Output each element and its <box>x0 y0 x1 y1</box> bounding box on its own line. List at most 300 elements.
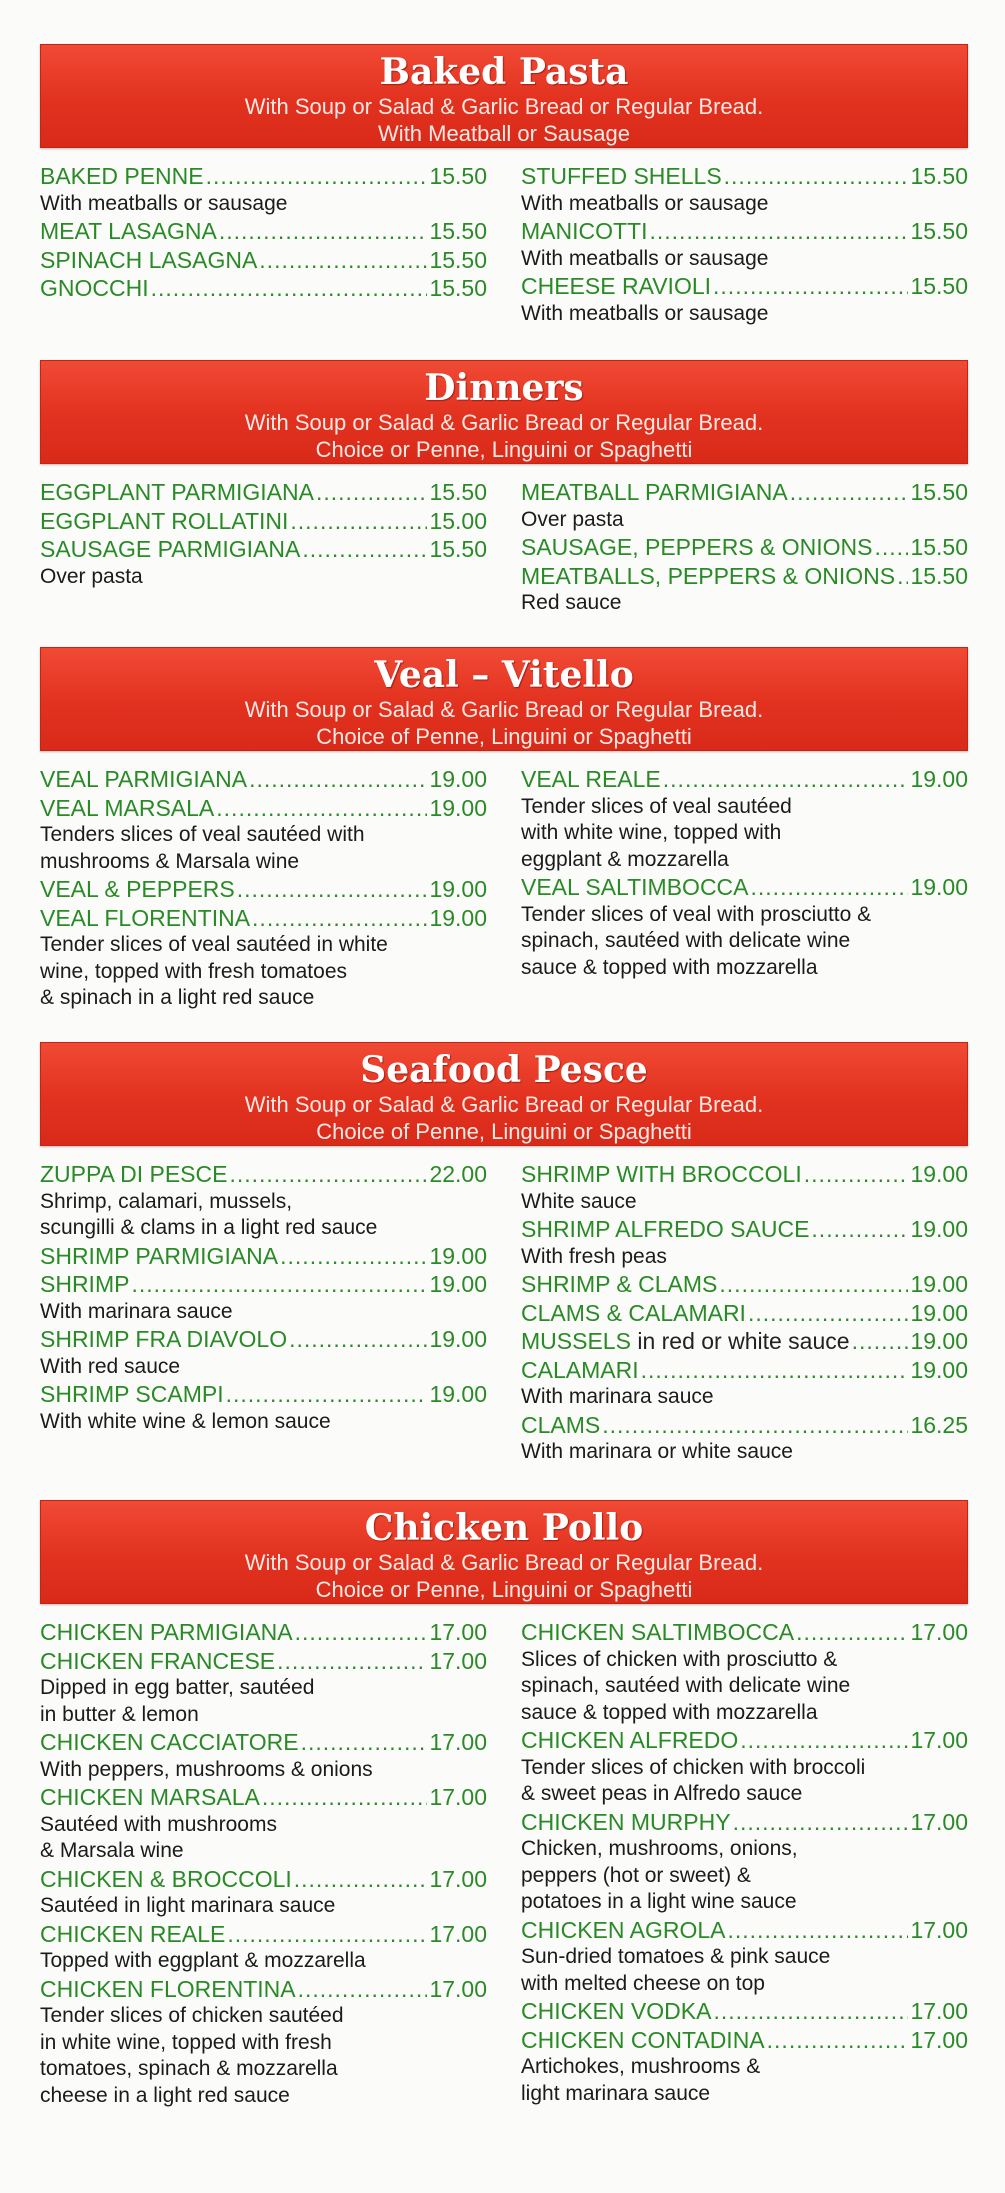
menu-item-price: 15.50 <box>910 218 968 244</box>
dot-leader <box>875 533 909 562</box>
menu-item-description: Tenders slices of veal sautéed with <box>40 823 365 846</box>
menu-item-name <box>521 1618 794 1647</box>
section-subtitle: With Soup or Salad & Garlic Bread or Regular Bread. <box>244 1550 764 1575</box>
menu-item-row <box>40 1975 487 2004</box>
section-title: Seafood Pesce <box>360 1049 648 1091</box>
menu-column-right <box>521 478 968 617</box>
menu-item <box>40 1618 487 1647</box>
dot-leader <box>641 1356 909 1385</box>
section-subtitle: Choice of Penne, Linguini or Spaghetti <box>316 1119 692 1144</box>
section-chicken <box>40 1500 968 2109</box>
menu-item <box>40 1920 487 1975</box>
menu-item-name <box>40 535 300 564</box>
menu-columns <box>40 1160 968 1466</box>
menu-item-description: With meatballs or sausage <box>521 301 769 325</box>
dot-leader <box>262 1783 428 1812</box>
menu-item-title: CHICKEN CONTADINA <box>521 2026 765 2053</box>
menu-item-row <box>521 1618 968 1647</box>
dot-leader <box>804 1160 909 1189</box>
menu-item-title: SAUSAGE, PEPPERS & ONIONS <box>521 534 873 560</box>
dot-leader <box>259 246 427 275</box>
dot-leader <box>249 765 427 794</box>
dot-leader <box>713 272 908 301</box>
menu-item-description: Slices of chicken with prosciutto & <box>521 1647 838 1671</box>
menu-item-row <box>40 535 487 564</box>
dot-leader <box>602 1411 908 1440</box>
menu-item-description: With meatballs or sausage <box>521 246 769 270</box>
menu-item-title: MUSSELS <box>521 1328 631 1354</box>
dot-leader <box>748 1299 908 1328</box>
section-subtitle: Choice or Penne, Linguini or Spaghetti <box>315 437 693 462</box>
menu-item-name <box>521 765 661 794</box>
menu-item-price: 15.00 <box>429 507 487 534</box>
menu-column-left <box>40 1160 487 1466</box>
section-subtitle: With Soup or Salad & Garlic Bread or Regular Bread. <box>244 697 764 722</box>
menu-item-row <box>40 1160 487 1189</box>
menu-item-description: eggplant & mozzarella <box>521 847 729 871</box>
menu-item-name <box>40 1783 260 1812</box>
menu-item-title: SHRIMP ALFREDO SAUCE <box>521 1216 810 1242</box>
menu-item-price: 19.00 <box>429 904 487 931</box>
menu-item-row <box>40 1783 487 1812</box>
dot-leader <box>277 1647 427 1676</box>
menu-column-left <box>40 1618 487 2109</box>
menu-item-description: mushrooms & Marsala wine <box>40 849 300 873</box>
menu-item-price: 17.00 <box>429 1975 487 2002</box>
menu-item-title: ZUPPA DI PESCE <box>40 1161 228 1187</box>
menu-item-title: CALAMARI <box>521 1356 639 1383</box>
menu-column-right <box>521 162 968 327</box>
menu-item-description: wine, topped with fresh tomatoes <box>40 959 348 983</box>
dot-leader <box>302 535 427 564</box>
menu-item-description: Tender slices of veal sautéed <box>521 794 792 818</box>
menu-item-name <box>40 478 314 507</box>
menu-item-row <box>521 478 968 507</box>
menu-item <box>521 1916 968 1998</box>
dot-leader <box>227 1920 427 1949</box>
dot-leader <box>301 1728 428 1757</box>
menu-item <box>40 1728 487 1783</box>
section-subtitle: Choice or Penne, Linguini or Spaghetti <box>315 1577 693 1602</box>
menu-item-row <box>521 1411 968 1440</box>
menu-item-title: CHICKEN SALTIMBOCCA <box>521 1619 795 1645</box>
menu-item-price: 17.00 <box>429 1647 487 1674</box>
menu-columns <box>40 478 968 617</box>
menu-item-price: 19.00 <box>910 1356 968 1383</box>
dot-leader <box>767 2026 909 2055</box>
section-subtitle: With Soup or Salad & Garlic Bread or Regular Bread. <box>244 1092 764 1117</box>
menu-item-title: CHICKEN FRANCESE <box>40 1647 276 1674</box>
menu-item-price: 19.00 <box>429 876 487 902</box>
menu-columns <box>40 765 968 1012</box>
menu-item-title: VEAL & PEPPERS <box>40 876 235 902</box>
menu-item-title: MEATBALL PARMIGIANA <box>521 479 788 505</box>
menu-item-description: Dipped in egg batter, sautéed <box>40 1676 315 1699</box>
menu-item <box>521 1808 968 1916</box>
menu-item-name <box>40 1865 292 1894</box>
menu-item-description: & Marsala wine <box>40 1839 184 1862</box>
menu-item-price: 15.50 <box>429 536 487 562</box>
dot-leader <box>237 875 428 904</box>
dot-leader <box>796 1618 908 1647</box>
menu-item <box>40 1647 487 1729</box>
section-title: Chicken Pollo <box>364 1507 644 1549</box>
menu-item-description: Tender slices of veal sautéed in white <box>40 933 388 956</box>
menu-item <box>521 562 968 617</box>
menu-item <box>521 272 968 327</box>
menu-item-description: Chicken, mushrooms, onions, <box>521 1837 798 1860</box>
menu-item-row <box>40 1618 487 1647</box>
menu-item-description: With fresh peas <box>521 1244 667 1268</box>
menu-column-left <box>40 478 487 617</box>
menu-item-name <box>521 1356 639 1385</box>
section-subtitle: With Soup or Salad & Garlic Bread or Regular Bread. <box>244 94 764 119</box>
menu-item-title: CHICKEN CACCIATORE <box>40 1729 299 1755</box>
menu-item <box>40 274 487 303</box>
menu-item <box>40 794 487 876</box>
section-title: Dinners <box>424 367 584 409</box>
menu-item-price: 17.00 <box>910 1808 968 1835</box>
menu-item <box>521 1726 968 1808</box>
menu-item-note: in red or white sauce <box>630 1328 850 1354</box>
menu-item-name <box>40 1728 299 1757</box>
dot-leader <box>650 217 909 246</box>
dot-leader <box>713 1997 908 2026</box>
menu-item-description: Shrimp, calamari, mussels, <box>40 1189 293 1213</box>
menu-item-description: peppers (hot or sweet) & <box>521 1863 751 1887</box>
menu-item-price: 19.00 <box>910 1216 968 1242</box>
menu-item-name <box>521 2026 765 2055</box>
menu-item-description: sauce & topped with mozzarella <box>521 955 818 979</box>
dot-leader <box>290 507 427 536</box>
menu-item-name <box>521 562 895 591</box>
menu-item-title: SAUSAGE PARMIGIANA <box>40 536 301 562</box>
menu-item <box>40 1865 487 1920</box>
menu-item-row <box>521 1215 968 1244</box>
dot-leader <box>229 1160 427 1189</box>
menu-item-name <box>521 272 711 301</box>
dot-leader <box>289 1325 427 1354</box>
menu-item-row <box>521 1356 968 1385</box>
menu-item-price: 17.00 <box>429 1920 487 1947</box>
section-subtitle: With Soup or Salad & Garlic Bread or Regular Bread. <box>244 410 764 435</box>
menu-item <box>521 1411 968 1466</box>
menu-item-title: EGGPLANT ROLLATINI <box>40 507 289 534</box>
dot-leader <box>751 873 909 902</box>
dot-leader <box>316 478 428 507</box>
menu-item <box>521 765 968 873</box>
section-title: Baked Pasta <box>379 51 629 93</box>
menu-item-row <box>521 765 968 794</box>
menu-item-name <box>40 1270 129 1299</box>
menu-item-price: 15.50 <box>429 275 487 301</box>
menu-item-price: 15.50 <box>910 534 968 560</box>
menu-item <box>40 1975 487 2110</box>
menu-item-description: Sun-dried tomatoes & pink sauce <box>521 1945 831 1968</box>
menu-item <box>40 904 487 1012</box>
menu-item <box>521 2026 968 2108</box>
menu-item-description: Over pasta <box>40 564 143 588</box>
menu-item <box>40 478 487 507</box>
dot-leader <box>728 1916 909 1945</box>
menu-item-name <box>521 217 648 246</box>
menu-item-price: 15.50 <box>910 479 968 505</box>
dot-leader <box>790 478 909 507</box>
menu-item <box>40 1325 487 1380</box>
menu-item-price: 15.50 <box>429 479 487 505</box>
menu-item-price: 19.00 <box>910 1271 968 1297</box>
menu-item-row <box>521 1808 968 1837</box>
menu-item-row <box>40 1325 487 1354</box>
dot-leader <box>852 1327 909 1356</box>
menu-item-title: MEAT LASAGNA <box>40 218 217 244</box>
menu-item-row <box>521 533 968 562</box>
dot-leader <box>811 1215 908 1244</box>
section-seafood <box>40 1042 968 1466</box>
menu-item <box>40 765 487 794</box>
menu-item-description: Tender slices of veal with prosciutto & <box>521 902 872 926</box>
menu-item-price: 15.50 <box>429 246 487 273</box>
menu-item-description: With meatballs or sausage <box>521 191 769 215</box>
dot-leader <box>131 1270 427 1299</box>
menu-item-description: in butter & lemon <box>40 1702 199 1726</box>
menu-item-title: CHICKEN & BROCCOLI <box>40 1865 292 1892</box>
menu-item-name <box>40 794 214 823</box>
section-dinners <box>40 360 968 617</box>
menu-item <box>40 217 487 246</box>
menu-item <box>40 1270 487 1325</box>
menu-item <box>521 1215 968 1270</box>
menu-item-name <box>521 162 722 191</box>
menu-item <box>521 1327 968 1356</box>
menu-item-title: VEAL MARSALA <box>40 794 215 821</box>
dot-leader <box>897 562 908 591</box>
menu-item-title: MANICOTTI <box>521 218 648 244</box>
menu-item-name <box>40 162 204 191</box>
menu-item-name <box>521 1808 731 1837</box>
menu-item-description: scungilli & clams in a light red sauce <box>40 1216 378 1239</box>
menu-item-name <box>40 274 149 303</box>
menu-item-name <box>40 1647 275 1676</box>
menu-item-title: CHICKEN REALE <box>40 1920 226 1947</box>
menu-item-title: SHRIMP PARMIGIANA <box>40 1242 279 1269</box>
menu-item-price: 22.00 <box>429 1161 487 1187</box>
menu-item-description: With marinara sauce <box>40 1299 233 1323</box>
menu-item-description: With white wine & lemon sauce <box>40 1409 331 1433</box>
menu-item-name <box>40 875 235 904</box>
dot-leader <box>719 1270 908 1299</box>
menu-item-name <box>40 1618 293 1647</box>
menu-item-price: 19.00 <box>910 1161 968 1187</box>
menu-item-row <box>521 1270 968 1299</box>
menu-item-name <box>521 873 749 902</box>
dot-leader <box>740 1726 908 1755</box>
menu-item-row <box>521 1299 968 1328</box>
menu-item-description: tomatoes, spinach & mozzarella <box>40 2057 338 2080</box>
dot-leader <box>219 217 428 246</box>
dot-leader <box>724 162 909 191</box>
menu-item <box>521 1270 968 1299</box>
menu-item-title: VEAL PARMIGIANA <box>40 766 248 792</box>
menu-item-description: Over pasta <box>521 507 624 531</box>
menu-item-title: VEAL FLORENTINA <box>40 904 251 931</box>
section-banner <box>40 360 968 464</box>
menu-item-price: 19.00 <box>910 1299 968 1326</box>
menu-item-title: VEAL SALTIMBOCCA <box>521 874 749 900</box>
menu-item-row <box>40 1270 487 1299</box>
menu-item <box>40 162 487 217</box>
menu-item-name <box>40 1380 224 1409</box>
menu-item <box>521 873 968 981</box>
menu-item-name <box>521 1160 802 1189</box>
menu-item-row <box>521 217 968 246</box>
menu-item-description: light marinara sauce <box>521 2081 711 2105</box>
menu-column-left <box>40 162 487 327</box>
menu-item-description: with melted cheese on top <box>521 1971 765 1995</box>
menu-item-description: & spinach in a light red sauce <box>40 986 315 1009</box>
menu-item-price: 17.00 <box>910 1916 968 1943</box>
menu-item <box>521 217 968 272</box>
menu-item <box>40 1160 487 1242</box>
menu-item-title: SHRIMP <box>40 1271 130 1297</box>
menu-item-price: 16.25 <box>910 1411 968 1438</box>
menu-item-row <box>40 765 487 794</box>
menu-item-name <box>521 1726 738 1755</box>
menu-item-price: 19.00 <box>429 1271 487 1297</box>
menu-item-name <box>40 507 288 536</box>
menu-item-price: 17.00 <box>429 1784 487 1810</box>
menu-item-price: 17.00 <box>910 1998 968 2024</box>
menu-item-description: With meatballs or sausage <box>40 191 288 215</box>
dot-leader <box>206 162 428 191</box>
menu-item-price: 19.00 <box>910 874 968 900</box>
menu-item <box>40 535 487 590</box>
menu-item <box>521 533 968 562</box>
menu-item-description: cheese in a light red sauce <box>40 2083 290 2107</box>
menu-item-price: 17.00 <box>429 1729 487 1755</box>
menu-item-row <box>521 162 968 191</box>
section-banner <box>40 1042 968 1146</box>
menu-item-row <box>521 2026 968 2055</box>
menu-item-name <box>40 765 247 794</box>
menu-column-right <box>521 1618 968 2109</box>
menu-item-name <box>40 904 250 933</box>
menu-item-name <box>40 217 217 246</box>
menu-item-title: SPINACH LASAGNA <box>40 246 258 273</box>
menu-item-title: GNOCCHI <box>40 275 149 301</box>
dot-leader <box>252 904 427 933</box>
menu-item-description: Red sauce <box>521 591 622 614</box>
menu-item-name <box>521 1215 809 1244</box>
menu-columns <box>40 162 968 327</box>
menu-item-title: SHRIMP FRA DIAVOLO <box>40 1326 288 1352</box>
menu-item-row <box>521 272 968 301</box>
menu-item <box>521 1997 968 2026</box>
menu-item-title: SHRIMP SCAMPI <box>40 1381 224 1407</box>
menu-item-title: CHICKEN FLORENTINA <box>40 1975 296 2002</box>
menu-column-right <box>521 765 968 1012</box>
menu-item-description: Tender slices of chicken sautéed <box>40 2004 344 2027</box>
menu-item <box>521 478 968 533</box>
menu-item-row <box>40 217 487 246</box>
menu-item <box>40 875 487 904</box>
menu-item-description: spinach, sautéed with delicate wine <box>521 929 851 952</box>
menu-item-title: EGGPLANT PARMIGIANA <box>40 479 314 505</box>
menu-item-name <box>40 246 257 275</box>
menu-item-price: 17.00 <box>910 2026 968 2053</box>
menu-item-name <box>521 1411 600 1440</box>
menu-item-title: CLAMS <box>521 1411 601 1438</box>
menu-item-name <box>40 1920 225 1949</box>
dot-leader <box>298 1975 428 2004</box>
menu-item-title: CHEESE RAVIOLI <box>521 273 712 299</box>
menu-item-title: SHRIMP & CLAMS <box>521 1271 718 1297</box>
menu-item-title: VEAL REALE <box>521 766 661 792</box>
menu-column-left <box>40 765 487 1012</box>
menu-item-title: BAKED PENNE <box>40 163 204 189</box>
menu-item-description: in white wine, topped with fresh <box>40 2030 332 2054</box>
menu-item-row <box>40 875 487 904</box>
menu-item-title: STUFFED SHELLS <box>521 163 722 189</box>
menu-item-name <box>521 1997 711 2026</box>
section-banner <box>40 647 968 751</box>
menu-item-name <box>521 1327 850 1356</box>
menu-item-name <box>521 533 873 562</box>
menu-item-description: Tender slices of chicken with broccoli <box>521 1755 866 1779</box>
menu-item-title: CHICKEN VODKA <box>521 1998 712 2024</box>
menu-item-description: potatoes in a light wine sauce <box>521 1890 797 1913</box>
menu-item-row <box>521 1160 968 1189</box>
menu-item-row <box>521 873 968 902</box>
menu-item-name <box>40 1242 278 1271</box>
menu-item-name <box>521 1916 726 1945</box>
menu-item-title: CHICKEN PARMIGIANA <box>40 1619 293 1645</box>
menu-item-price: 17.00 <box>910 1619 968 1645</box>
menu-item-description: Artichokes, mushrooms & <box>521 2055 761 2078</box>
menu-item-price: 15.50 <box>429 163 487 189</box>
section-title: Veal – Vitello <box>374 654 634 696</box>
menu-item-price: 15.50 <box>910 163 968 189</box>
menu-item-row <box>40 274 487 303</box>
menu-item-price: 17.00 <box>429 1619 487 1645</box>
menu-item-price: 19.00 <box>429 766 487 792</box>
menu-item <box>521 1356 968 1411</box>
section-veal <box>40 647 968 1012</box>
menu-item-description: sauce & topped with mozzarella <box>521 1700 818 1724</box>
menu-item-description: Sautéed with mushrooms <box>40 1812 277 1836</box>
menu-item-name <box>40 1975 296 2004</box>
menu-item-row <box>40 1242 487 1271</box>
menu-item-title: CHICKEN MARSALA <box>40 1784 260 1810</box>
menu-item-title: CHICKEN ALFREDO <box>521 1727 739 1753</box>
menu-item-description: & sweet peas in Alfredo sauce <box>521 1782 803 1805</box>
menu-item-title: SHRIMP WITH BROCCOLI <box>521 1161 802 1187</box>
section-subtitle: With Meatball or Sausage <box>378 121 630 146</box>
menu-item-row <box>40 478 487 507</box>
menu-item-price: 19.00 <box>910 766 968 792</box>
dot-leader <box>280 1242 427 1271</box>
menu-item <box>40 507 487 536</box>
menu-item-description: With red sauce <box>40 1354 181 1378</box>
menu-item-price: 19.00 <box>429 1326 487 1352</box>
menu-item-name <box>521 1270 717 1299</box>
menu-item-row <box>40 507 487 536</box>
menu-item-row <box>521 1916 968 1945</box>
menu-item-price: 19.00 <box>429 794 487 821</box>
menu-item-description: spinach, sautéed with delicate wine <box>521 1674 851 1697</box>
dot-leader <box>294 1865 428 1894</box>
section-banner <box>40 1500 968 1604</box>
